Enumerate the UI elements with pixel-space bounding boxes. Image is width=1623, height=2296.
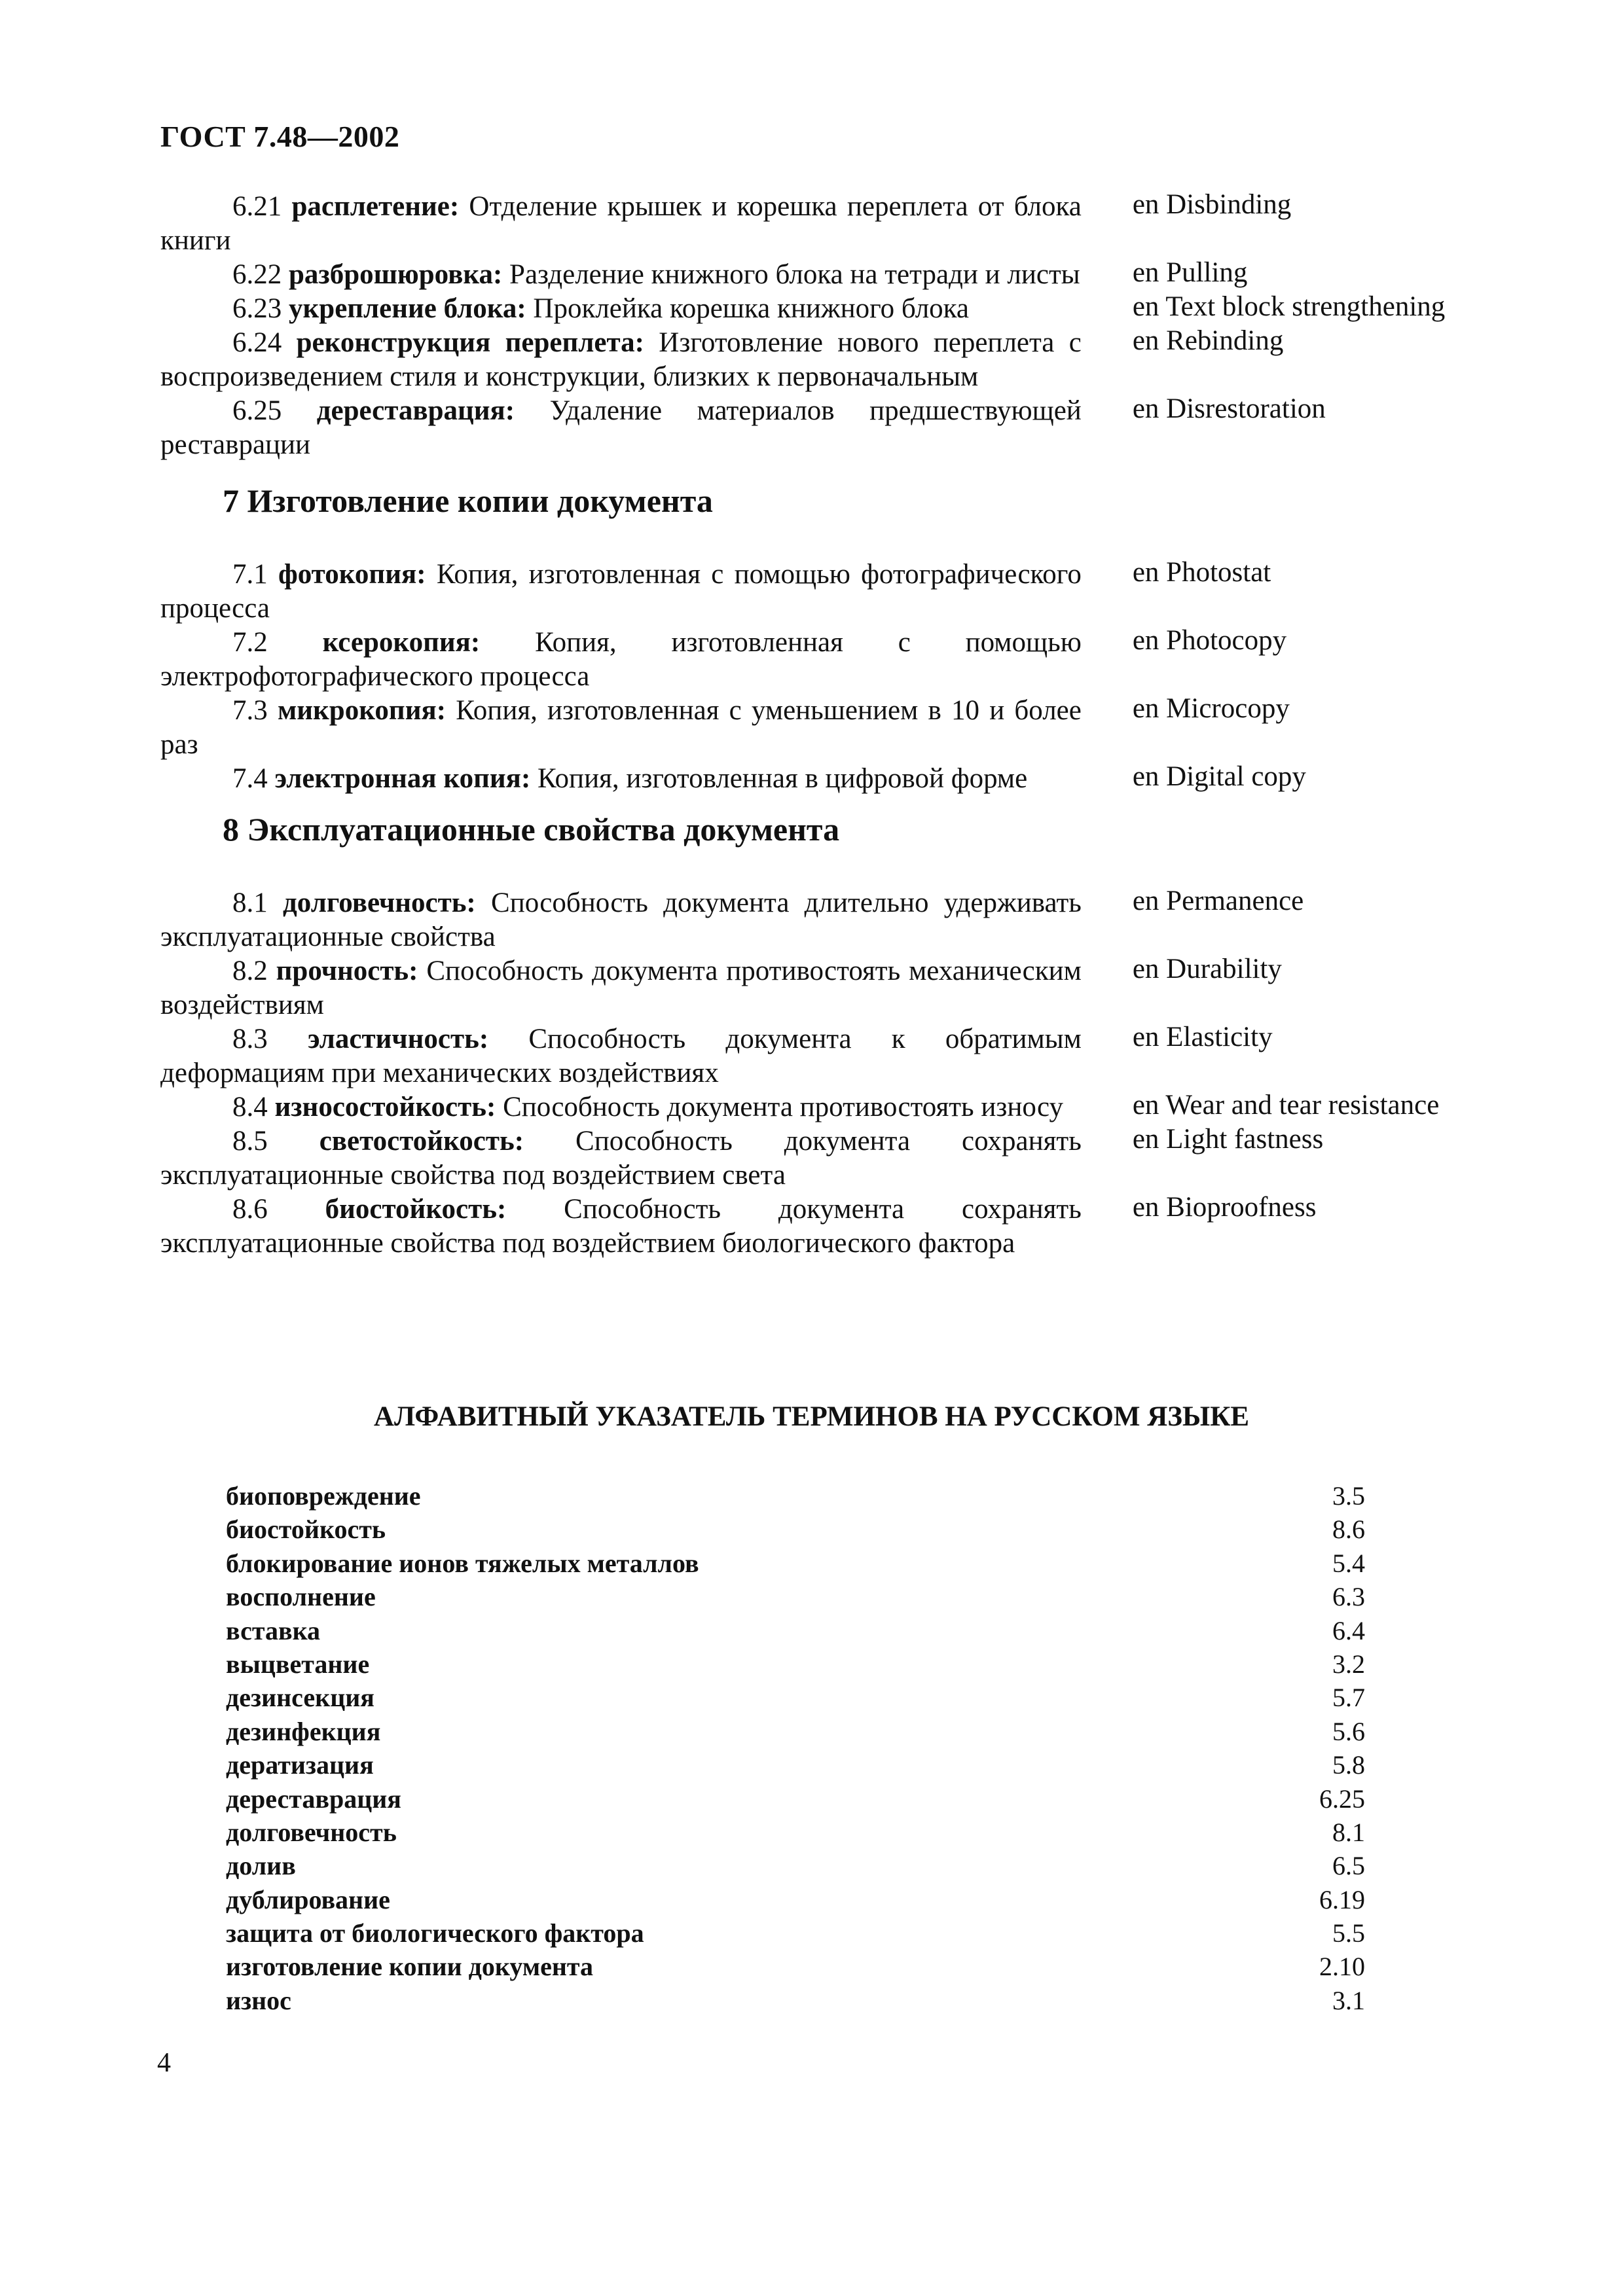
term-definition <box>160 1124 1082 1193</box>
index-reference: 8.6 <box>1332 1515 1365 1545</box>
term-number: 8.6 <box>232 1194 268 1225</box>
index-term: изготовление копии документа <box>226 1952 594 1982</box>
term-text: Копия, изготовленная с уменьшением в 10 и более раз <box>160 695 1082 760</box>
term-entry <box>160 954 1470 1022</box>
index-entry <box>226 1681 1365 1714</box>
index-term: восполнение <box>226 1582 376 1612</box>
term-number: 8.4 <box>232 1092 268 1122</box>
index-term: дублирование <box>226 1884 390 1914</box>
index-entry <box>226 1816 1365 1849</box>
term-number: 6.21 <box>232 191 282 222</box>
term-number: 7.1 <box>232 559 268 590</box>
english-equivalent: en Disrestoration <box>1132 393 1326 424</box>
term-text: Копия, изготовленная с помощью фотографического процесса <box>160 559 1082 624</box>
term-entry <box>160 626 1470 694</box>
index-reference: 6.4 <box>1332 1615 1365 1645</box>
term-entry <box>160 1193 1470 1261</box>
term-definition <box>160 1090 1082 1124</box>
index-reference: 5.7 <box>1332 1683 1365 1713</box>
term-text: Удаление материалов предшествующей реставрации <box>160 395 1082 460</box>
term-text: Способность документа противостоять износу <box>503 1092 1064 1122</box>
term-text: Изготовление нового переплета с воспроизведением стиля и конструкции, близких к первоначальным <box>160 327 1082 392</box>
term-number: 6.23 <box>232 293 282 324</box>
term-entry <box>160 190 1470 258</box>
english-equivalent: en Rebinding <box>1132 325 1284 356</box>
index-reference: 3.5 <box>1332 1481 1365 1511</box>
index-reference: 5.5 <box>1332 1918 1365 1948</box>
term-name: долговечность: <box>283 888 476 918</box>
english-equivalent: en Durability <box>1132 954 1282 984</box>
term-name: укрепление блока: <box>289 293 526 324</box>
english-equivalent: en Text block strengthening <box>1132 291 1446 322</box>
english-equivalent: en Pulling <box>1132 257 1248 288</box>
index-term: дезинсекция <box>226 1683 374 1713</box>
english-equivalent: en Wear and tear resistance <box>1132 1090 1440 1121</box>
index-reference: 6.5 <box>1332 1851 1365 1881</box>
term-definition <box>160 954 1082 1022</box>
document-header: ГОСТ 7.48—2002 <box>160 120 400 153</box>
index-entry <box>226 1580 1365 1613</box>
index-entry <box>226 1614 1365 1647</box>
term-number: 7.2 <box>232 627 268 658</box>
term-number: 7.4 <box>232 763 268 794</box>
term-name: электронная копия: <box>274 763 531 794</box>
term-definition <box>160 1193 1082 1261</box>
term-text: Отделение крышек и корешка переплета от блока книги <box>160 191 1082 256</box>
index-term: вставка <box>226 1615 321 1645</box>
index-term: биоповреждение <box>226 1481 421 1511</box>
index-term: блокирование ионов тяжелых металлов <box>226 1548 699 1578</box>
term-definition <box>160 886 1082 954</box>
english-equivalent: en Bioproofness <box>1132 1192 1317 1223</box>
index-entry <box>226 1479 1365 1513</box>
term-name: износостойкость: <box>274 1092 496 1122</box>
term-text: Способность документа длительно удерживать эксплуатационные свойства <box>160 888 1082 952</box>
term-text: Копия, изготовленная с помощью электрофотографического процесса <box>160 627 1082 692</box>
index-reference: 5.4 <box>1332 1548 1365 1578</box>
index-reference: 3.1 <box>1332 1985 1365 2015</box>
term-number: 8.1 <box>232 888 268 918</box>
term-entry <box>160 292 1470 326</box>
index-entry <box>226 1748 1365 1782</box>
term-definition <box>160 626 1082 694</box>
index-term: долив <box>226 1851 296 1881</box>
english-equivalent: en Elasticity <box>1132 1022 1273 1052</box>
index-term: дезинфекция <box>226 1716 381 1746</box>
term-name: эластичность: <box>307 1024 489 1054</box>
index-entry <box>226 1782 1365 1816</box>
index-entry <box>226 1647 1365 1681</box>
index-entry <box>226 1950 1365 1983</box>
term-entry <box>160 762 1470 796</box>
section-6-list <box>160 190 1470 462</box>
term-number: 6.24 <box>232 327 282 358</box>
english-equivalent: en Photocopy <box>1132 625 1287 656</box>
term-number: 6.22 <box>232 259 282 290</box>
term-name: биостойкость: <box>325 1194 507 1225</box>
term-name: разброшюровка: <box>289 259 503 290</box>
alphabetical-index <box>226 1479 1365 2017</box>
english-equivalent: en Light fastness <box>1132 1124 1324 1155</box>
index-entry <box>226 1715 1365 1748</box>
index-entry <box>226 1849 1365 1882</box>
english-equivalent: en Disbinding <box>1132 189 1292 220</box>
index-term: выцветание <box>226 1649 370 1679</box>
term-number: 6.25 <box>232 395 282 426</box>
index-term: биостойкость <box>226 1515 386 1545</box>
index-reference: 6.3 <box>1332 1582 1365 1612</box>
section-8-list <box>160 886 1470 1261</box>
term-definition <box>160 394 1082 462</box>
english-equivalent: en Digital copy <box>1132 761 1306 792</box>
index-term: дератизация <box>226 1750 374 1780</box>
index-term: долговечность <box>226 1817 397 1847</box>
term-name: расплетение: <box>291 191 460 222</box>
index-reference: 5.8 <box>1332 1750 1365 1780</box>
term-entry <box>160 394 1470 462</box>
term-entry <box>160 1124 1470 1193</box>
term-number: 8.2 <box>232 956 268 986</box>
index-entry <box>226 1883 1365 1916</box>
index-entry <box>226 1984 1365 2017</box>
term-entry <box>160 886 1470 954</box>
index-reference: 8.1 <box>1332 1817 1365 1847</box>
term-name: прочность: <box>276 956 418 986</box>
term-name: дереставрация: <box>316 395 515 426</box>
index-entry <box>226 1513 1365 1546</box>
term-definition <box>160 326 1082 394</box>
index-term: износ <box>226 1985 291 2015</box>
term-text: Способность документа противостоять механическим воздействиям <box>160 956 1082 1020</box>
term-name: реконструкция переплета: <box>296 327 644 358</box>
term-definition <box>160 1022 1082 1090</box>
term-entry <box>160 1022 1470 1090</box>
term-definition <box>160 258 1082 292</box>
term-number: 7.3 <box>232 695 268 726</box>
index-title: АЛФАВИТНЫЙ УКАЗАТЕЛЬ ТЕРМИНОВ НА РУССКОМ ЯЗЫКЕ <box>373 1401 1250 1432</box>
term-number: 8.5 <box>232 1126 268 1157</box>
index-term: дереставрация <box>226 1784 401 1814</box>
term-name: микрокопия: <box>277 695 447 726</box>
term-text: Копия, изготовленная в цифровой форме <box>538 763 1028 794</box>
english-equivalent: en Microcopy <box>1132 693 1290 724</box>
term-text: Разделение книжного блока на тетради и листы <box>509 259 1080 290</box>
index-term: защита от биологического фактора <box>226 1918 644 1948</box>
index-entry <box>226 1916 1365 1950</box>
index-reference: 6.25 <box>1319 1784 1365 1814</box>
english-equivalent: en Permanence <box>1132 886 1304 916</box>
term-text: Проклейка корешка книжного блока <box>533 293 970 324</box>
term-entry <box>160 1090 1470 1124</box>
term-entry <box>160 258 1470 292</box>
term-name: светостойкость: <box>319 1126 524 1157</box>
term-definition <box>160 558 1082 626</box>
index-reference: 3.2 <box>1332 1649 1365 1679</box>
term-entry <box>160 694 1470 762</box>
term-definition <box>160 762 1082 796</box>
term-definition <box>160 190 1082 258</box>
section-8-title: 8 Эксплуатационные свойства документа <box>223 811 840 848</box>
term-entry <box>160 326 1470 394</box>
term-text: Способность документа сохранять эксплуатационные свойства под воздействием биологического фактора <box>160 1194 1082 1259</box>
term-entry <box>160 558 1470 626</box>
english-equivalent: en Photostat <box>1132 557 1271 588</box>
terms-body <box>160 190 1470 1261</box>
term-text: Способность документа сохранять эксплуатационные свойства под воздействием света <box>160 1126 1082 1191</box>
term-name: фотокопия: <box>278 559 426 590</box>
page-number: 4 <box>157 2048 171 2078</box>
index-reference: 6.19 <box>1319 1884 1365 1914</box>
term-definition <box>160 694 1082 762</box>
index-reference: 5.6 <box>1332 1716 1365 1746</box>
term-definition <box>160 292 1082 326</box>
section-7-title: 7 Изготовление копии документа <box>223 482 713 519</box>
term-name: ксерокопия: <box>322 627 481 658</box>
term-text: Способность документа к обратимым деформациям при механических воздействиях <box>160 1024 1082 1088</box>
index-entry <box>226 1547 1365 1580</box>
section-7-list <box>160 558 1470 796</box>
term-number: 8.3 <box>232 1024 268 1054</box>
index-reference: 2.10 <box>1319 1952 1365 1982</box>
